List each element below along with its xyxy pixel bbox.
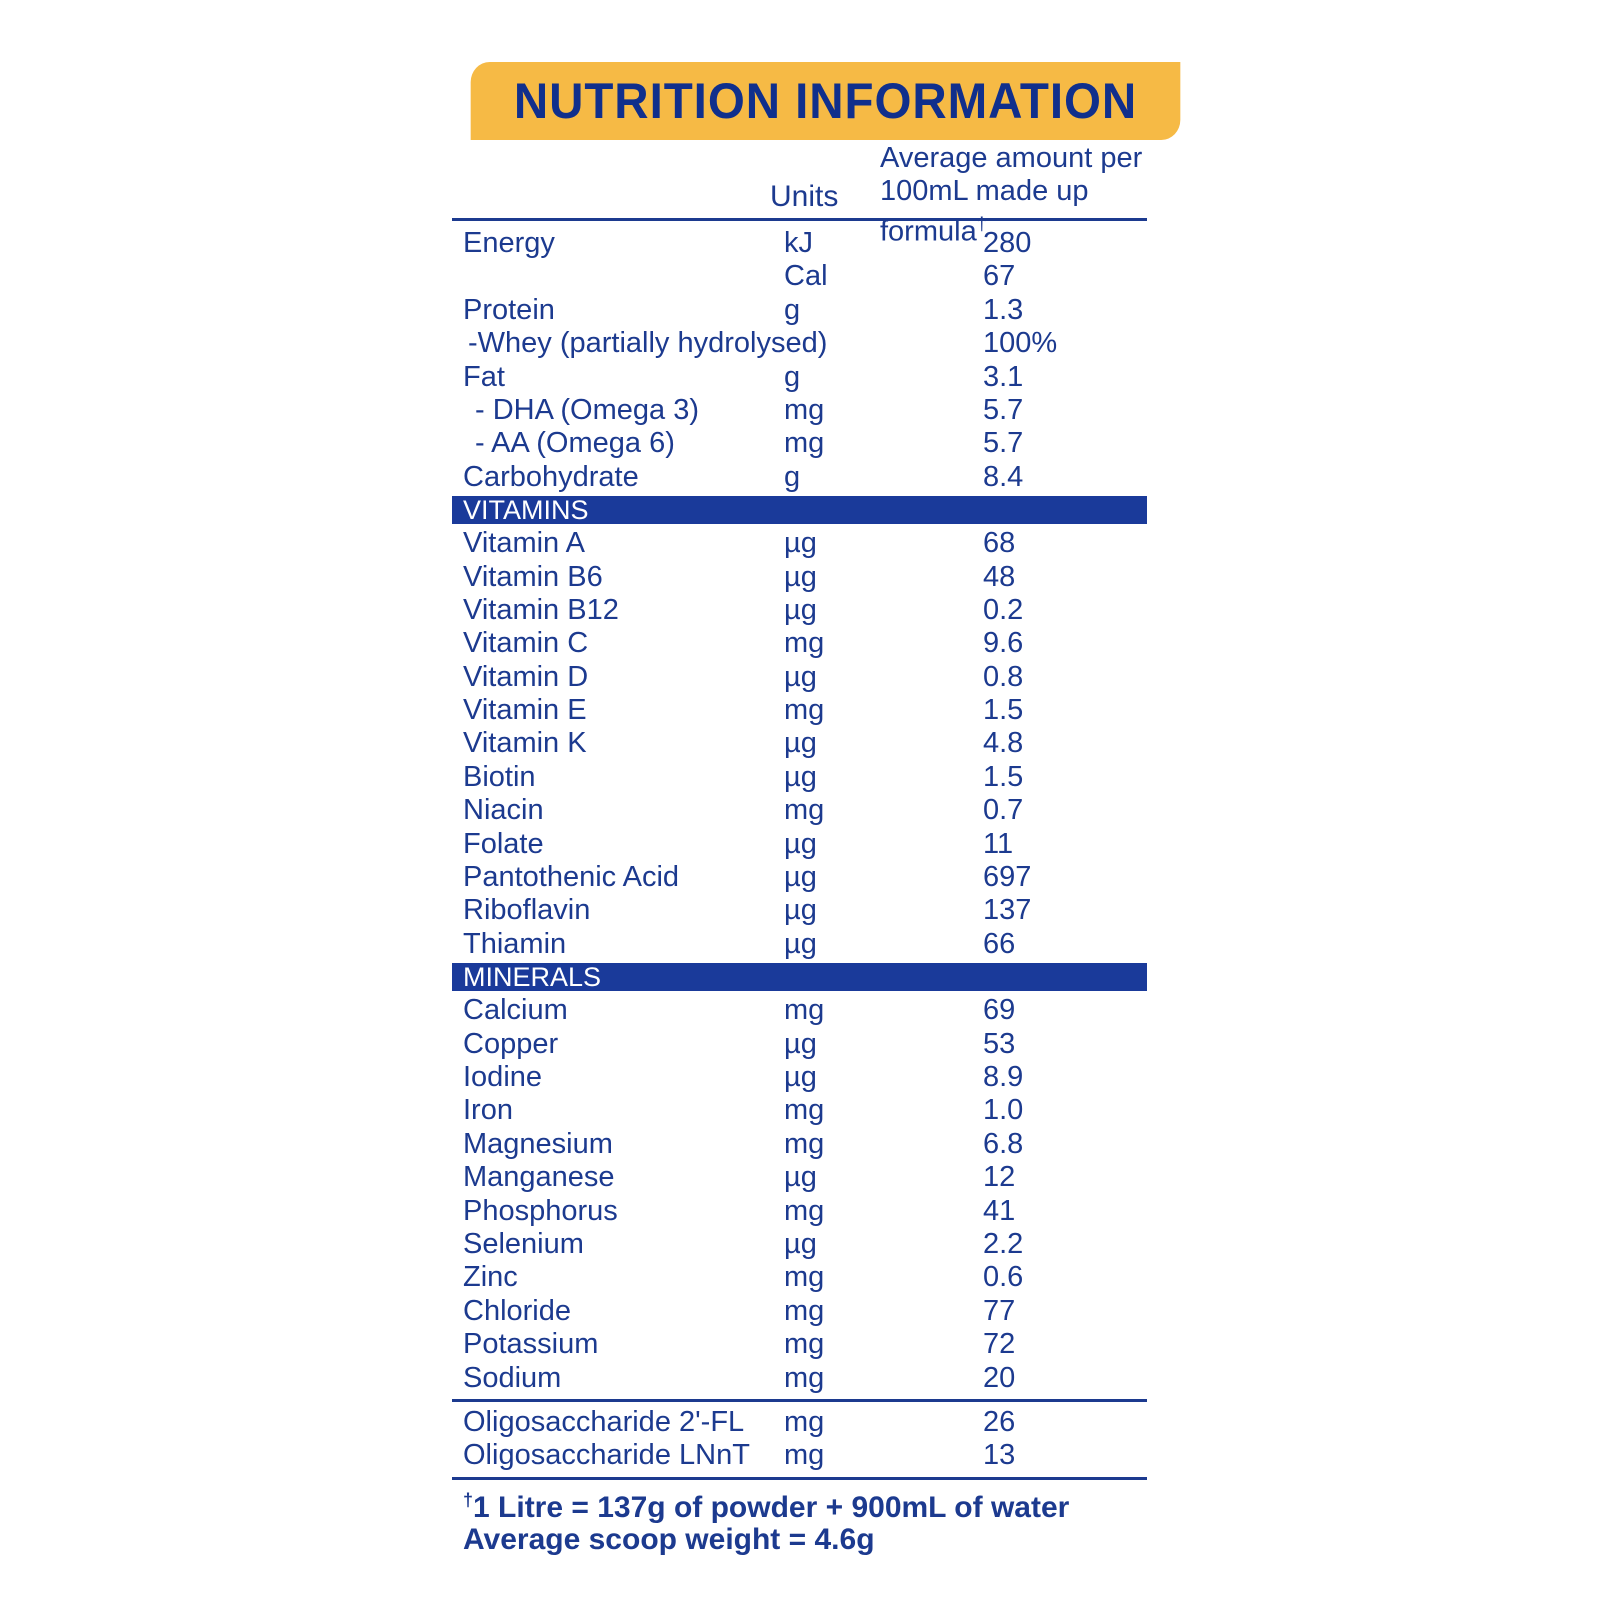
nutrient-name: Vitamin B6 bbox=[463, 560, 603, 593]
divider bbox=[452, 1477, 1147, 1480]
table-row bbox=[452, 394, 1147, 427]
nutrient-value: 12 bbox=[983, 1161, 1016, 1194]
nutrient-value: 3.1 bbox=[983, 360, 1024, 393]
table-row bbox=[452, 727, 1147, 760]
nutrient-unit: g bbox=[784, 360, 801, 393]
nutrient-name: Vitamin B12 bbox=[463, 593, 619, 626]
table-row bbox=[452, 1094, 1147, 1127]
main-nutrients bbox=[452, 227, 1147, 494]
table-row bbox=[452, 894, 1147, 927]
nutrient-name: Potassium bbox=[463, 1328, 599, 1361]
nutrient-name: Vitamin D bbox=[463, 660, 589, 693]
table-row bbox=[452, 1228, 1147, 1261]
nutrient-name: Calcium bbox=[463, 994, 568, 1027]
nutrient-name: Iodine bbox=[463, 1060, 543, 1093]
table-row bbox=[452, 1028, 1147, 1061]
nutrient-value: 48 bbox=[983, 560, 1016, 593]
table-row bbox=[452, 761, 1147, 794]
table-row bbox=[452, 861, 1147, 894]
table-row bbox=[452, 561, 1147, 594]
nutrient-value: 5.7 bbox=[983, 393, 1024, 426]
table-row bbox=[452, 327, 1147, 360]
nutrient-unit: mg bbox=[784, 1261, 825, 1294]
nutrient-unit: µg bbox=[784, 593, 817, 626]
nutrient-unit: µg bbox=[784, 1027, 817, 1060]
nutrient-value: 1.0 bbox=[983, 1094, 1024, 1127]
nutrient-value: 68 bbox=[983, 527, 1016, 560]
table-row bbox=[452, 1061, 1147, 1094]
table-row bbox=[452, 527, 1147, 560]
table-row bbox=[452, 361, 1147, 394]
table-row bbox=[452, 1128, 1147, 1161]
average-column-line1: Average amount per bbox=[880, 142, 1143, 174]
nutrient-name: Vitamin A bbox=[463, 527, 585, 560]
nutrient-name: Manganese bbox=[463, 1161, 615, 1194]
table-row bbox=[452, 694, 1147, 727]
nutrient-value: 26 bbox=[983, 1405, 1016, 1438]
nutrition-panel bbox=[452, 62, 1199, 1556]
nutrient-unit: g bbox=[784, 460, 801, 493]
table-row bbox=[452, 294, 1147, 327]
footnote-line2: Average scoop weight = 4.6g bbox=[463, 1522, 875, 1556]
nutrient-unit: mg bbox=[784, 1405, 825, 1438]
nutrient-name: Niacin bbox=[463, 794, 544, 827]
table-row bbox=[452, 928, 1147, 961]
nutrient-name: Biotin bbox=[463, 760, 536, 793]
nutrient-unit: mg bbox=[784, 1328, 825, 1361]
nutrient-value: 9.6 bbox=[983, 627, 1024, 660]
nutrient-value: 1.3 bbox=[983, 293, 1024, 326]
nutrient-unit: µg bbox=[784, 560, 817, 593]
nutrient-value: 72 bbox=[983, 1328, 1016, 1361]
nutrient-name: - DHA (Omega 3) bbox=[475, 393, 699, 426]
footnote-line1-text: 1 Litre = 137g of powder + 900mL of water bbox=[473, 1490, 1070, 1524]
table-row bbox=[452, 828, 1147, 861]
nutrient-unit: µg bbox=[784, 527, 817, 560]
nutrient-unit: Cal bbox=[784, 260, 828, 293]
nutrient-name: Zinc bbox=[463, 1261, 518, 1294]
minerals-header: MINERALS bbox=[452, 963, 1147, 991]
nutrient-unit: mg bbox=[784, 393, 825, 426]
nutrient-name: Vitamin C bbox=[463, 627, 589, 660]
nutrient-value: 2.2 bbox=[983, 1227, 1024, 1260]
nutrient-value: 8.9 bbox=[983, 1060, 1024, 1093]
nutrient-name: Selenium bbox=[463, 1227, 584, 1260]
nutrient-value: 66 bbox=[983, 927, 1016, 960]
nutrient-name: Energy bbox=[463, 227, 555, 259]
nutrient-name: Oligosaccharide 2'-FL bbox=[463, 1405, 745, 1438]
footnote-dagger: † bbox=[463, 1489, 474, 1510]
nutrient-unit: mg bbox=[784, 794, 825, 827]
nutrient-value: 69 bbox=[983, 994, 1016, 1027]
table-row bbox=[452, 227, 1147, 260]
nutrient-unit: mg bbox=[784, 427, 825, 460]
nutrient-value: 0.7 bbox=[983, 794, 1024, 827]
page-title: NUTRITION INFORMATION bbox=[471, 62, 1181, 140]
table-row bbox=[452, 1406, 1147, 1439]
nutrient-value: 5.7 bbox=[983, 427, 1024, 460]
vitamins-header: VITAMINS bbox=[452, 496, 1147, 524]
nutrient-value: 0.2 bbox=[983, 593, 1024, 626]
nutrient-value: 11 bbox=[983, 827, 1014, 860]
nutrient-name: Fat bbox=[463, 360, 505, 393]
nutrient-name: Thiamin bbox=[463, 927, 567, 960]
table-row bbox=[452, 1195, 1147, 1228]
nutrient-unit: µg bbox=[784, 760, 817, 793]
table-row bbox=[452, 1161, 1147, 1194]
nutrient-unit: µg bbox=[784, 861, 817, 894]
nutrient-value: 20 bbox=[983, 1361, 1016, 1394]
minerals-list bbox=[452, 994, 1147, 1395]
nutrient-unit: mg bbox=[784, 1294, 825, 1327]
nutrient-value: 8.4 bbox=[983, 460, 1024, 493]
nutrient-value: 53 bbox=[983, 1027, 1016, 1060]
nutrient-unit: µg bbox=[784, 1227, 817, 1260]
nutrient-unit: µg bbox=[784, 1161, 817, 1194]
nutrient-unit: mg bbox=[784, 1194, 825, 1227]
nutrient-value: 1.5 bbox=[983, 694, 1024, 727]
nutrient-name: Iron bbox=[463, 1094, 513, 1127]
nutrient-name: Protein bbox=[463, 293, 555, 326]
nutrient-value: 77 bbox=[983, 1294, 1016, 1327]
footnote-line1 bbox=[463, 1484, 1199, 1524]
table-row bbox=[452, 1295, 1147, 1328]
nutrient-unit: mg bbox=[784, 994, 825, 1027]
footnote bbox=[452, 1484, 1199, 1556]
nutrient-unit: mg bbox=[784, 1127, 825, 1160]
table-row bbox=[452, 661, 1147, 694]
table-row bbox=[452, 627, 1147, 660]
nutrition-table bbox=[452, 221, 1147, 1480]
nutrient-unit: mg bbox=[784, 1439, 825, 1472]
table-row bbox=[452, 794, 1147, 827]
nutrient-name: Folate bbox=[463, 827, 544, 860]
nutrient-name: -Whey (partially hydrolysed) bbox=[468, 327, 828, 360]
nutrient-name: Carbohydrate bbox=[463, 460, 639, 493]
nutrient-unit: mg bbox=[784, 694, 825, 727]
nutrient-value: 41 bbox=[983, 1194, 1016, 1227]
nutrient-name: Copper bbox=[463, 1027, 559, 1060]
dagger-mark: † bbox=[976, 214, 987, 234]
nutrient-unit: mg bbox=[784, 1361, 825, 1394]
table-row bbox=[452, 594, 1147, 627]
nutrient-unit: kJ bbox=[784, 227, 813, 259]
nutrient-unit: µg bbox=[784, 1060, 817, 1093]
nutrient-value: 280 bbox=[983, 227, 1032, 259]
nutrient-value: 0.6 bbox=[983, 1261, 1024, 1294]
nutrient-value: 67 bbox=[983, 260, 1016, 293]
divider bbox=[452, 1399, 1147, 1402]
nutrient-name: Oligosaccharide LNnT bbox=[463, 1439, 750, 1472]
nutrient-name: Vitamin E bbox=[463, 694, 587, 727]
nutrient-value: 100% bbox=[983, 327, 1058, 360]
nutrient-name: Vitamin K bbox=[463, 727, 587, 760]
nutrient-unit: mg bbox=[784, 627, 825, 660]
nutrient-unit: µg bbox=[784, 727, 817, 760]
table-row bbox=[452, 1439, 1147, 1472]
nutrient-value: 13 bbox=[983, 1439, 1016, 1472]
average-column-line2-text: 100mL made up formula bbox=[880, 175, 1089, 248]
table-row bbox=[452, 1261, 1147, 1294]
vitamins-list bbox=[452, 527, 1147, 961]
nutrient-name: Magnesium bbox=[463, 1127, 613, 1160]
nutrient-value: 4.8 bbox=[983, 727, 1024, 760]
table-row bbox=[452, 994, 1147, 1027]
nutrient-unit: µg bbox=[784, 660, 817, 693]
nutrient-value: 697 bbox=[983, 861, 1032, 894]
nutrient-name: Riboflavin bbox=[463, 894, 591, 927]
nutrient-name: Sodium bbox=[463, 1361, 562, 1394]
table-row bbox=[452, 427, 1147, 460]
nutrient-unit: µg bbox=[784, 894, 817, 927]
nutrient-value: 1.5 bbox=[983, 760, 1024, 793]
nutrient-name: Chloride bbox=[463, 1294, 571, 1327]
table-row bbox=[452, 1362, 1147, 1395]
nutrient-value: 137 bbox=[983, 894, 1032, 927]
nutrient-unit: g bbox=[784, 293, 801, 326]
nutrient-value: 6.8 bbox=[983, 1127, 1024, 1160]
oligosaccharides-list bbox=[452, 1406, 1147, 1473]
table-row bbox=[452, 260, 1147, 293]
nutrient-unit: mg bbox=[784, 1094, 825, 1127]
nutrient-value: 0.8 bbox=[983, 660, 1024, 693]
units-column-label: Units bbox=[770, 180, 839, 213]
table-row bbox=[452, 461, 1147, 494]
nutrient-name: - AA (Omega 6) bbox=[475, 427, 675, 460]
nutrient-unit: µg bbox=[784, 827, 817, 860]
nutrient-unit: µg bbox=[784, 927, 817, 960]
table-row bbox=[452, 1328, 1147, 1361]
nutrient-name: Pantothenic Acid bbox=[463, 861, 680, 894]
nutrient-name: Phosphorus bbox=[463, 1194, 618, 1227]
